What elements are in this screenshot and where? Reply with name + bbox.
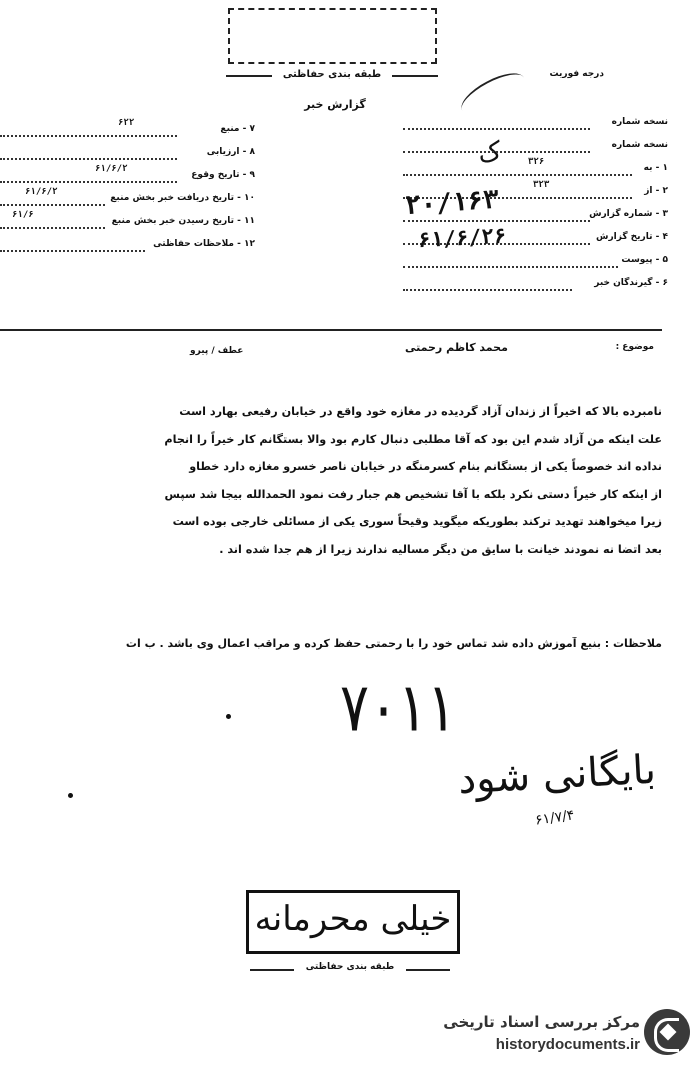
body-line: نداده اند خصوصاً یکی از بستگانم بنام کسرمنگه در خیابان ناصر خسرو مغازه دارد خطاو [189,460,662,473]
report-body [30,398,662,563]
watermark-url: historydocuments.ir [495,1036,640,1053]
field-row [0,166,255,189]
field-label: ۱۱ - تاریخ رسیدن خبر بخش منبع [111,216,255,226]
dotted-line [0,227,105,229]
field-label: ۶ - گیرندگان خبر [594,278,668,288]
remarks-line: ملاحظات : بنیع آموزش داده شد تماس خود را با رحمتی حفظ کرده و مراقب اعمال وی باشد . ب ات [125,637,662,650]
field-label: نسخه شماره [611,140,668,150]
field-value: ۶۱/۶/۲ [25,187,58,197]
field-row [0,143,255,166]
field-row [403,274,668,297]
field-label: ۱۰ - تاریخ دریافت خبر بخش منبع [110,193,255,203]
attachment-label: عطف / پیرو [190,346,244,356]
handwritten-small-note: ۶۱/۷/۴ [534,807,576,829]
header-fields-left [0,120,255,258]
dotted-line [0,250,145,252]
field-label: ۱۲ - ملاحظات حفاظتی [153,239,255,249]
field-value: ۶۱/۶ [12,210,34,220]
dotted-line [0,204,105,206]
field-value: ۳۲۳ [533,180,550,190]
seal-caption: طبقه بندی حفاظتی [246,962,454,972]
ink-dot [68,793,73,798]
field-label: ۳ - شماره گزارش [589,209,668,219]
ink-dot [226,714,231,719]
watermark [414,1003,700,1067]
dotted-line [0,181,177,183]
dotted-line [403,128,590,130]
field-label: ۴ - تاریخ گزارش [596,232,668,242]
urgency-label: درجه فوریت [549,69,604,79]
body-line: علت اینکه من آزاد شدم این بود که آقا مطلبی دنبال کارم بود والا بستگانم کار خیراً را انجام [164,432,662,446]
body-line: نامبرده بالا که اخیراً از زندان آزاد گردیده در مغازه خود واقع در خیابان رفیعی بهارد است [179,405,662,418]
handwritten-numeral: ۷۰۱۱ [340,668,457,747]
field-label: ۲ - از [644,186,668,196]
field-label: ۹ - تاریخ وقوع [191,170,255,180]
dotted-line [403,174,632,176]
dotted-line [403,151,590,153]
field-value: ۶۱/۶/۲ [95,164,128,174]
field-label: ۱ - به [643,163,668,173]
dotted-line [0,158,177,160]
field-row [403,136,668,159]
handwritten-report-date: ۶۱/۶/۲۶ [417,223,508,253]
field-row [403,113,668,136]
top-stamp-box [228,8,437,64]
field-label: ۸ - ارزیابی [206,147,255,157]
dotted-line [403,289,572,291]
field-row [0,212,255,235]
field-row [0,120,255,143]
handwritten-archive-note: بایگانی شود [456,746,657,804]
archive-logo-icon [644,1009,690,1055]
classification-label: طبقه بندی حفاظتی [226,69,438,80]
dotted-line [403,266,618,268]
watermark-name: مرکز بررسی اسناد تاریخی [443,1013,640,1031]
body-line: زیرا میخواهند تهدید ترکند بطوریکه میگوید وقیحاً سوری یکی از مسائلی خارجی بوده است [172,515,662,528]
seal-text: خیلی محرمانه [254,899,452,939]
body-line: بعد اتضا نه نمودند خیانت با سایق من دیگر مسالیه ندارند زیرا از هم جدا شده اند . [219,542,662,556]
field-row [403,159,668,182]
field-label: ۵ - پیوست [621,255,668,265]
field-label: ۷ - منبع [220,124,255,134]
dotted-line [403,220,590,222]
dotted-line [0,135,177,137]
report-title: گزارش خبر [304,98,366,111]
classification-seal [246,890,460,954]
handwritten-mark: ک [475,136,504,170]
field-value: ۳۲۶ [528,157,545,167]
body-line: از اینکه کار خیراً دستی نکرد بلکه با آقا تشخیص هم جبار رفت نمود الحمدالله بیجا شد سپس [164,487,662,501]
field-row [403,251,668,274]
field-label: نسخه شماره [611,117,668,127]
field-value: ۶۲۲ [118,118,135,128]
subject-value: محمد کاظم رحمتی [405,341,508,354]
field-row [0,235,255,258]
handwritten-report-number: ۲۰/۱۶۳ [404,184,500,222]
header-divider [0,329,662,331]
field-row [0,189,255,212]
subject-label: موضوع : [615,342,654,352]
